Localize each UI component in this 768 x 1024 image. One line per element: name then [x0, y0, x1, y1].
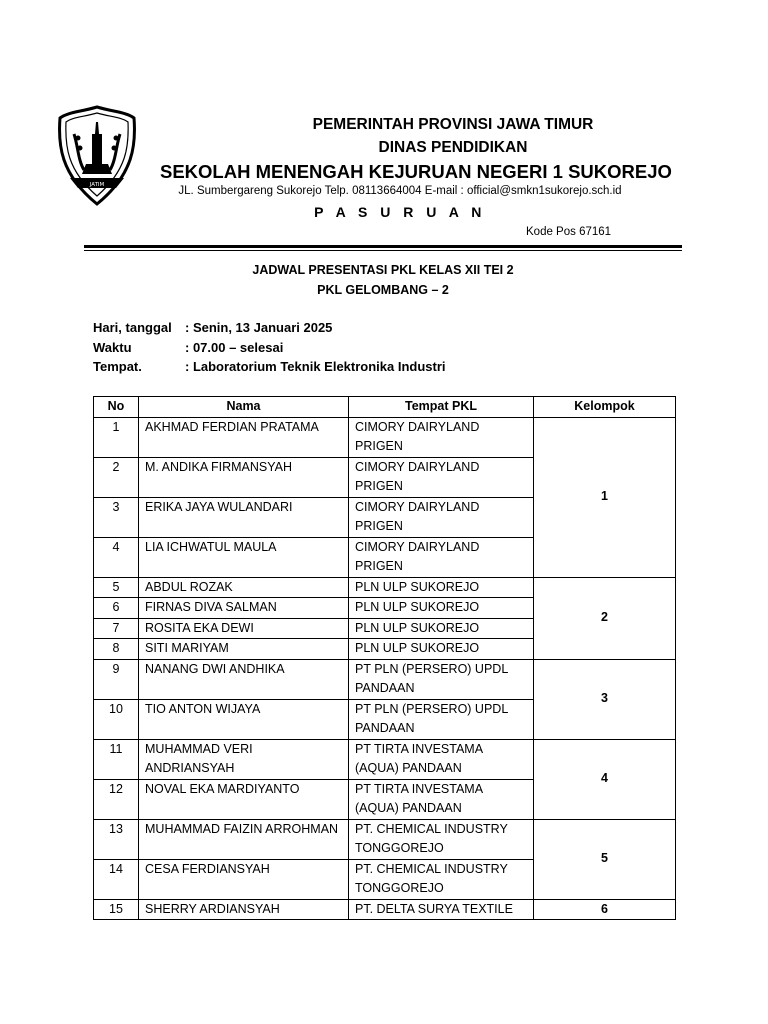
header-divider-thin: [84, 250, 682, 251]
row-no: 7: [94, 618, 139, 639]
table-row: [94, 417, 676, 457]
row-nama: AKHMAD FERDIAN PRATAMA: [139, 417, 349, 457]
row-tempat: PLN ULP SUKOREJO: [349, 577, 534, 598]
row-no: 8: [94, 639, 139, 660]
info-time-value: : 07.00 – selesai: [185, 340, 284, 355]
row-no: 12: [94, 779, 139, 819]
row-nama: CESA FERDIANSYAH: [139, 859, 349, 899]
table-row: [94, 577, 676, 598]
row-kelompok: 2: [534, 577, 676, 659]
header-divider-thick: [84, 245, 682, 248]
row-kelompok: 6: [534, 899, 676, 920]
row-tempat: PT PLN (PERSERO) UPDL PANDAAN: [349, 659, 534, 699]
row-nama: MUHAMMAD FAIZIN ARROHMAN: [139, 819, 349, 859]
row-nama: LIA ICHWATUL MAULA: [139, 537, 349, 577]
row-kelompok: 5: [534, 819, 676, 899]
row-no: 5: [94, 577, 139, 598]
table-header-row: [94, 397, 676, 418]
row-no: 2: [94, 457, 139, 497]
row-nama: SITI MARIYAM: [139, 639, 349, 660]
table-row: [94, 899, 676, 920]
school-address: JL. Sumbergareng Sukorejo Telp. 08113664004 E-mail : official@smkn1sukorejo.sch.id: [178, 185, 622, 197]
row-tempat: PT PLN (PERSERO) UPDL PANDAAN: [349, 699, 534, 739]
row-no: 14: [94, 859, 139, 899]
row-no: 11: [94, 739, 139, 779]
row-no: 10: [94, 699, 139, 739]
row-nama: SHERRY ARDIANSYAH: [139, 899, 349, 920]
row-kelompok: 1: [534, 417, 676, 577]
header-kelompok: Kelompok: [534, 397, 676, 418]
row-no: 3: [94, 497, 139, 537]
row-no: 15: [94, 899, 139, 920]
department-title: DINAS PENDIDIKAN: [378, 139, 528, 156]
row-nama: FIRNAS DIVA SALMAN: [139, 598, 349, 619]
school-name: SEKOLAH MENENGAH KEJURUAN NEGERI 1 SUKOREJO: [160, 161, 672, 182]
postal-code: Kode Pos 67161: [526, 226, 612, 238]
row-nama: MUHAMMAD VERI ANDRIANSYAH: [139, 739, 349, 779]
row-tempat: CIMORY DAIRYLAND PRIGEN: [349, 417, 534, 457]
info-date-value: : Senin, 13 Januari 2025: [185, 320, 333, 335]
info-date-row: [93, 320, 332, 335]
row-no: 4: [94, 537, 139, 577]
row-kelompok: 4: [534, 739, 676, 819]
table-row: [94, 819, 676, 859]
info-time-label: Waktu: [93, 340, 132, 355]
header-tempat-pkl: Tempat PKL: [349, 397, 534, 418]
schedule-subtitle: PKL GELOMBANG – 2: [317, 283, 449, 297]
school-city: P A S U R U A N: [314, 204, 486, 220]
row-nama: ROSITA EKA DEWI: [139, 618, 349, 639]
government-title: PEMERINTAH PROVINSI JAWA TIMUR: [312, 116, 594, 133]
row-tempat: PT TIRTA INVESTAMA (AQUA) PANDAAN: [349, 779, 534, 819]
row-no: 1: [94, 417, 139, 457]
row-nama: M. ANDIKA FIRMANSYAH: [139, 457, 349, 497]
row-tempat: PT TIRTA INVESTAMA (AQUA) PANDAAN: [349, 739, 534, 779]
row-no: 9: [94, 659, 139, 699]
province-emblem-logo: [56, 104, 138, 208]
row-no: 6: [94, 598, 139, 619]
schedule-table: [93, 396, 676, 920]
logo-ribbon-text: JATIM: [89, 182, 105, 188]
info-place-value: : Laboratorium Teknik Elektronika Industri: [185, 359, 446, 374]
table-row: [94, 659, 676, 699]
row-nama: NANANG DWI ANDHIKA: [139, 659, 349, 699]
row-kelompok: 3: [534, 659, 676, 739]
info-date-label: Hari, tanggal: [93, 320, 172, 335]
info-time-row: [93, 340, 283, 355]
row-tempat: PT. CHEMICAL INDUSTRY TONGGOREJO: [349, 819, 534, 859]
info-place-label: Tempat.: [93, 359, 142, 374]
header-no: No: [94, 397, 139, 418]
row-tempat: CIMORY DAIRYLAND PRIGEN: [349, 457, 534, 497]
row-tempat: PLN ULP SUKOREJO: [349, 639, 534, 660]
row-tempat: CIMORY DAIRYLAND PRIGEN: [349, 537, 534, 577]
row-tempat: PT. DELTA SURYA TEXTILE: [349, 899, 534, 920]
row-tempat: PLN ULP SUKOREJO: [349, 618, 534, 639]
row-tempat: PT. CHEMICAL INDUSTRY TONGGOREJO: [349, 859, 534, 899]
header-nama: Nama: [139, 397, 349, 418]
info-place-row: [93, 359, 446, 374]
row-nama: TIO ANTON WIJAYA: [139, 699, 349, 739]
row-nama: ABDUL ROZAK: [139, 577, 349, 598]
schedule-title: JADWAL PRESENTASI PKL KELAS XII TEI 2: [252, 263, 514, 277]
row-nama: ERIKA JAYA WULANDARI: [139, 497, 349, 537]
row-tempat: CIMORY DAIRYLAND PRIGEN: [349, 497, 534, 537]
table-row: [94, 739, 676, 779]
row-no: 13: [94, 819, 139, 859]
row-tempat: PLN ULP SUKOREJO: [349, 598, 534, 619]
row-nama: NOVAL EKA MARDIYANTO: [139, 779, 349, 819]
